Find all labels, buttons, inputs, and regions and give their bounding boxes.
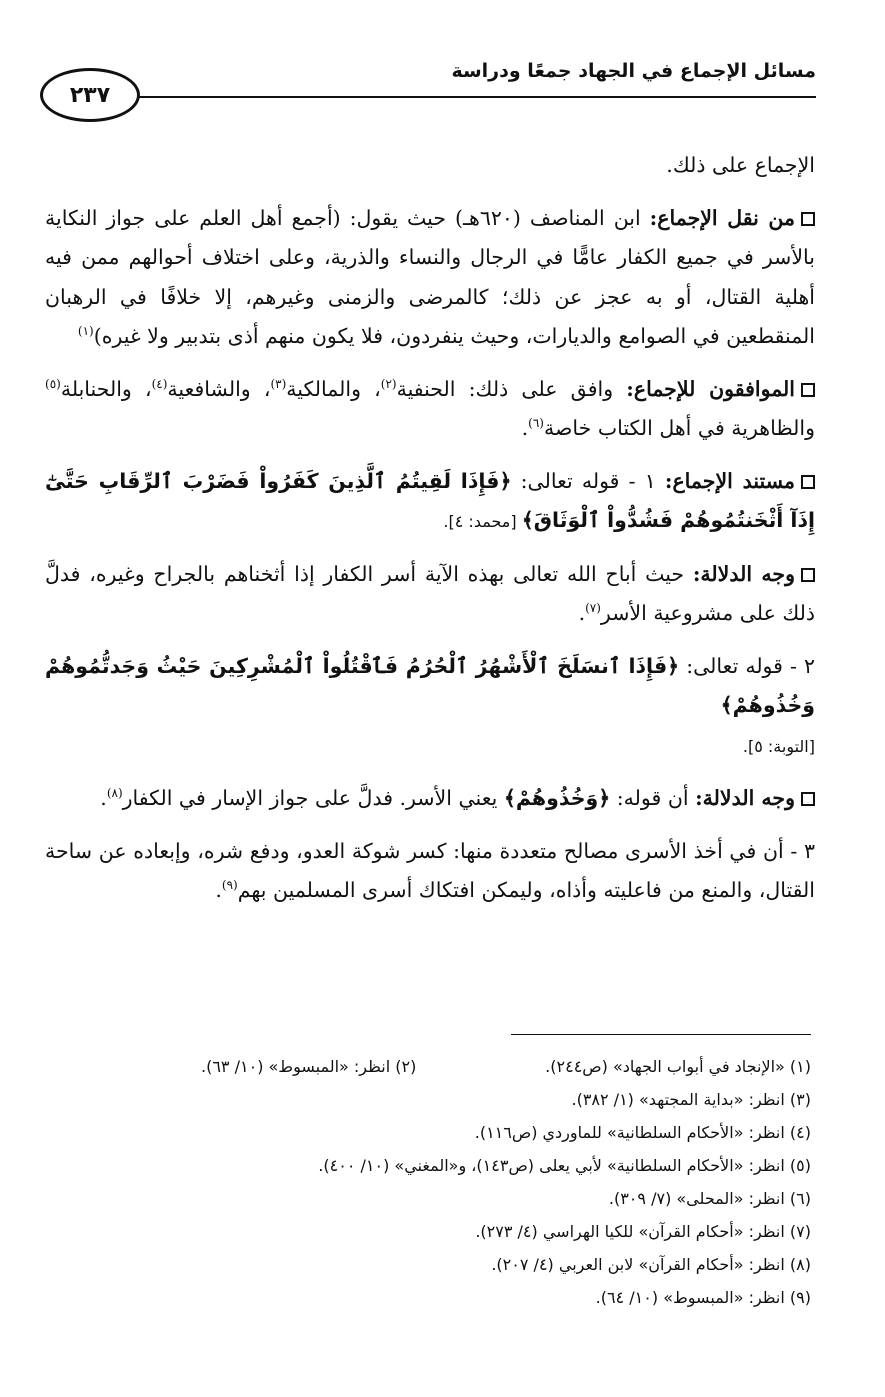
footnote-ref[interactable]: (٨) (106, 786, 123, 801)
footnote-9: (٩) انظر: «المبسوط» (١٠/ ٦٤). (595, 1288, 811, 1307)
footnote-separator (511, 1034, 811, 1035)
square-bullet-icon (801, 475, 815, 489)
paragraph-text: وافق على ذلك: الحنفية (396, 376, 627, 401)
square-bullet-icon (801, 792, 815, 806)
footnote-4: (٤) انظر: «الأحكام السلطانية» للماوردي (ص١١٦). (474, 1123, 811, 1142)
paragraph-text: ، والحنابلة (60, 376, 152, 401)
paragraph-text: والظاهرية في أهل الكتاب خاصة (543, 416, 815, 440)
square-bullet-icon (801, 383, 815, 397)
footnote-ref[interactable]: (١) (77, 324, 94, 339)
paragraph-text: . (521, 416, 529, 440)
footnote-3: (٣) انظر: «بداية المجتهد» (١/ ٣٨٢). (571, 1090, 811, 1109)
paragraph-text: ، والمالكية (286, 376, 381, 401)
page-number: ٢٣٧ (69, 82, 111, 108)
paragraph-text: حيث أباح الله تعالى بهذه الآية أسر الكفار إذا أثخناهم بالجراح وغيره، فدلَّ ذلك على مشروعية الأسر (45, 561, 815, 625)
paragraph-text: يعني الأسر. فدلَّ على جواز الإسار في الكفار (122, 786, 504, 810)
footnote-ref[interactable]: (٤) (151, 376, 168, 391)
paragraph-1: الإجماع على ذلك. (666, 153, 815, 177)
running-title: مسائل الإجماع في الجهاد جمعًا ودراسة (451, 60, 816, 82)
header-rule (138, 96, 816, 98)
quran-verse: ﴿فَإِذَا ٱنسَلَخَ ٱلْأَشْهُرُ ٱلْحُرُمُ فَٱقْتُلُواْ ٱلْمُشْرِكِينَ حَيْثُ وَجَدتُّمُوهُمْ وَخُذُوهُمْ﴾ (45, 653, 815, 717)
footnote-ref[interactable]: (٢) (380, 376, 397, 391)
footnote-2: (٢) انظر: «المبسوط» (١٠/ ٦٣). (201, 1057, 417, 1076)
footnotes (41, 1050, 811, 1314)
page-number-oval (40, 68, 140, 122)
paragraph-text: ٢ - قوله تعالى: (679, 653, 815, 678)
paragraph-text: ، والشافعية (167, 376, 271, 401)
paragraph-text: ابن المناصف (٦٢٠هـ) حيث يقول: (أجمع أهل العلم على جواز النكاية بالأسر في جميع الكفار عامًّا في الرجال والنساء والذرية، وعلى اختلاف أحوالهم ممن فيه أهلية القتال، أو به عجز عن ذلك؛ كالمرضى والزمنى وغيرهم، إلا خلافًا في الرهبان المنقطعين في الصوامع والديارات، وحيث ينفردون، فلا يكون منهم أذى بتدبير ولا غيره) (45, 205, 815, 348)
section-label: مستند الإجماع: (664, 468, 795, 493)
paragraph-text: . (215, 878, 222, 902)
quran-verse: ﴿وَخُذُوهُمْ﴾ (503, 786, 611, 810)
footnote-ref[interactable]: (٥) (45, 376, 61, 391)
running-header (40, 58, 816, 118)
footnote-6: (٦) انظر: «المحلى» (٧/ ٣٠٩). (608, 1189, 811, 1208)
verse-reference: [محمد: ٤]. (443, 512, 522, 531)
paragraph-text: أن قوله: (610, 786, 696, 810)
verse-reference: [التوبة: ٥]. (742, 736, 815, 756)
section-label: من نقل الإجماع: (649, 205, 796, 230)
paragraph-7 (45, 779, 815, 819)
paragraph-text: ١ - قوله تعالى: (511, 468, 665, 493)
footnote-8: (٨) انظر: «أحكام القرآن» لابن العربي (٤/ ٢٠٧). (491, 1255, 811, 1274)
footnote-1: (١) «الإنجاد في أبواب الجهاد» (ص٢٤٤). (545, 1057, 811, 1076)
footnote-row (41, 1050, 811, 1083)
paragraph-6 (45, 647, 815, 767)
footnote-7: (٧) انظر: «أحكام القرآن» للكيا الهراسي (٤/ ٢٧٣). (475, 1222, 811, 1241)
paragraph-4 (45, 462, 815, 542)
square-bullet-icon (801, 568, 815, 582)
square-bullet-icon (801, 212, 815, 226)
paragraph-3 (45, 370, 815, 449)
paragraph-8 (45, 832, 815, 911)
paragraph-text: . (578, 601, 586, 625)
paragraph-text: . (100, 786, 107, 810)
footnote-ref[interactable]: (٧) (585, 601, 601, 616)
paragraph-2 (45, 199, 815, 357)
footnote-ref[interactable]: (٣) (270, 376, 287, 391)
section-label: الموافقون للإجماع: (626, 376, 796, 401)
section-label: وجه الدلالة: (695, 786, 795, 810)
quran-verse: ﴿فَإِذَا لَقِيتُمُ ٱلَّذِينَ كَفَرُواْ فَضَرْبَ ٱلرِّقَابِ حَتَّىٰٓ إِذَآ أَثْخَنتُمُوهُمْ فَشُدُّواْ ٱلْوَثَاقَ﴾ (45, 468, 815, 532)
footnote-ref[interactable]: (٦) (528, 416, 544, 431)
paragraph-5 (45, 555, 815, 634)
body-text (45, 146, 815, 924)
footnote-5: (٥) انظر: «الأحكام السلطانية» لأبي يعلى (ص١٤٣)، و«المغني» (١٠/ ٤٠٠). (318, 1156, 811, 1175)
section-label: وجه الدلالة: (692, 561, 795, 586)
footnote-ref[interactable]: (٩) (221, 878, 238, 893)
paragraph-text: ٣ - أن في أخذ الأسرى مصالح متعددة منها: كسر شوكة العدو، ودفع شره، وإبعاده عن ساحة القتال، والمنع من فاعليته وأذاه، وليمكن افتكاك أسرى المسلمين بهم (45, 838, 815, 902)
